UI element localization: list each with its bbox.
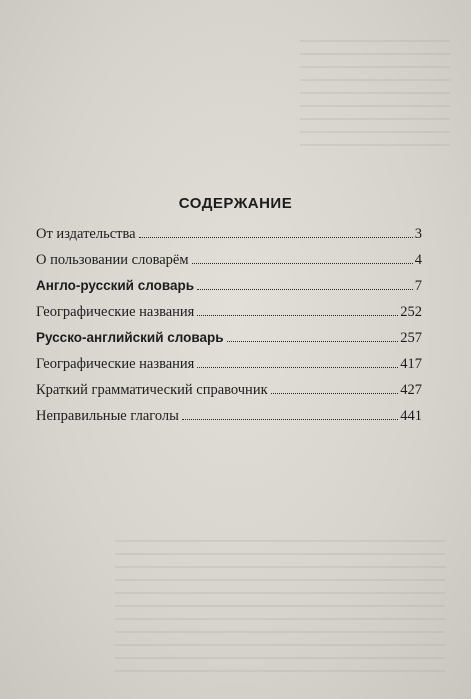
dot-leader — [192, 263, 413, 264]
bleed-through-bottom-texture — [115, 540, 445, 680]
toc-entry-label: Географические названия — [36, 356, 195, 372]
toc-entry-label: Неправильные глаголы — [36, 408, 179, 424]
toc-entry-label: Англо-русский словарь — [36, 278, 195, 293]
toc-entry-page: 441 — [400, 408, 422, 424]
toc-entry-page: 252 — [400, 304, 422, 320]
toc-entry-page: 427 — [400, 382, 422, 398]
toc-entry-page: 7 — [414, 278, 422, 294]
toc-entry — [36, 304, 422, 330]
toc-entry — [36, 356, 422, 382]
toc-entry-page: 3 — [414, 226, 422, 242]
page-title: СОДЕРЖАНИЕ — [178, 195, 293, 213]
dot-leader — [139, 237, 413, 238]
dot-leader — [197, 367, 398, 368]
toc-entry — [36, 252, 422, 278]
dot-leader — [227, 341, 399, 342]
table-of-contents — [36, 226, 422, 434]
bleed-through-top-texture — [300, 40, 450, 150]
toc-entry-label: Географические названия — [36, 304, 195, 320]
toc-entry-label: Краткий грамматический справочник — [36, 382, 268, 398]
toc-entry-label: О пользовании словарём — [36, 252, 189, 268]
dot-leader — [182, 419, 398, 420]
toc-entry — [36, 408, 422, 434]
toc-entry-label: От издательства — [36, 226, 136, 242]
toc-entry — [36, 226, 422, 252]
dot-leader — [197, 315, 398, 316]
toc-entry — [36, 278, 422, 304]
toc-entry — [36, 330, 422, 356]
toc-entry-page: 257 — [400, 330, 422, 346]
toc-entry-page: 417 — [400, 356, 422, 372]
dot-leader — [197, 289, 413, 290]
toc-entry-label: Русско-английский словарь — [36, 330, 224, 345]
toc-entry — [36, 382, 422, 408]
toc-entry-page: 4 — [414, 252, 422, 268]
dot-leader — [271, 393, 399, 394]
